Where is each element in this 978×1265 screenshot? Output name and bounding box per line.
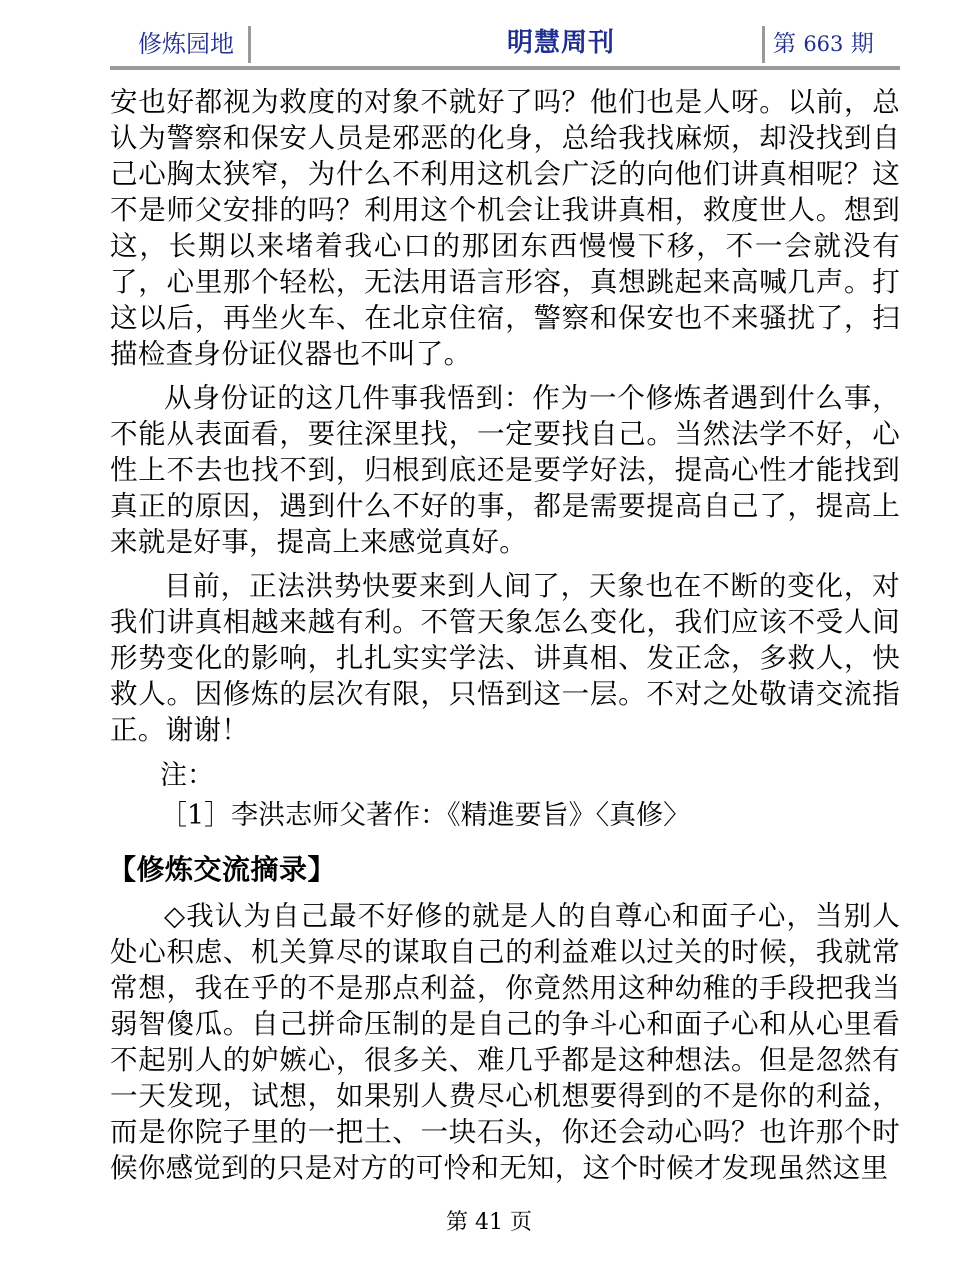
header-issue bbox=[762, 26, 900, 63]
issue-number: 663 bbox=[803, 32, 844, 56]
section-paragraph: ◇我认为自己最不好修的就是人的自尊心和面子心，当别人处心积虑、机关算尽的谋取自己的利益难以过关的时候，我就常常想，我在乎的不是那点利益，你竟然用这种幼稚的手段把我当弱智傻瓜。自己拼命压制的是自己的争斗心和面子心和从心里看不起别人的妒嫉心，很多关、难几乎都是这种想法。但是忽然有一天发现，试想，如果别人费尽心机想要得到的不是你的利益，而是你院子里的一把土、一块石头，你还会动心吗？也许那个时候你感觉到的只是对方的可怜和无知，这个时候才发现虽然这里 bbox=[110, 900, 900, 1184]
paragraph-1: 安也好都视为救度的对象不就好了吗？他们也是人呀。以前，总认为警察和保安人员是邪恶的化身，总给我找麻烦，却没找到自己心胸太狭窄，为什么不利用这机会广泛的向他们讲真相呢？这不是师父安排的吗？利用这个机会让我讲真相，救度世人。想到这，长期以来堵着我心口的那团东西慢慢下移，不一会就没有了，心里那个轻松，无法用语言形容，真想跳起来高喊几声。打这以后，再坐火车、在北京住宿，警察和保安也不来骚扰了，扫描检查身份证仪器也不叫了。 bbox=[110, 86, 900, 370]
header-divider bbox=[110, 66, 900, 70]
note-reference: ［1］李洪志师父著作：《精進要旨》〈真修〉 bbox=[160, 800, 691, 831]
page-header bbox=[110, 26, 900, 66]
section-heading: 【修炼交流摘录】 bbox=[108, 853, 337, 886]
header-publication-title: 明慧周刊 bbox=[506, 28, 615, 58]
issue-suffix: 期 bbox=[850, 31, 874, 57]
paragraph-3: 目前，正法洪势快要来到人间了，天象也在不断的变化，对我们讲真相越来越有利。不管天象怎么变化，我们应该不受人间形势变化的影响，扎扎实实学法、讲真相、发正念，多救人，快救人。因修炼的层次有限，只悟到这一层。不对之处敬请交流指正。谢谢！ bbox=[110, 570, 900, 746]
article-body bbox=[110, 84, 900, 1194]
issue-prefix: 第 bbox=[773, 31, 796, 57]
page-number: 第 41 页 bbox=[446, 1210, 532, 1235]
header-section-name: 修炼园地 bbox=[110, 26, 251, 63]
notes-label: 注： bbox=[160, 760, 214, 791]
paragraph-2: 从身份证的这几件事我悟到：作为一个修炼者遇到什么事，不能从表面看，要往深里找，一定要找自己。当然法学不好，心性上不去也找不到，归根到底还是要学好法，提高心性才能找到真正的原因，遇到什么不好的事，都是需要提高自己了，提高上来就是好事，提高上来感觉真好。 bbox=[110, 382, 900, 558]
